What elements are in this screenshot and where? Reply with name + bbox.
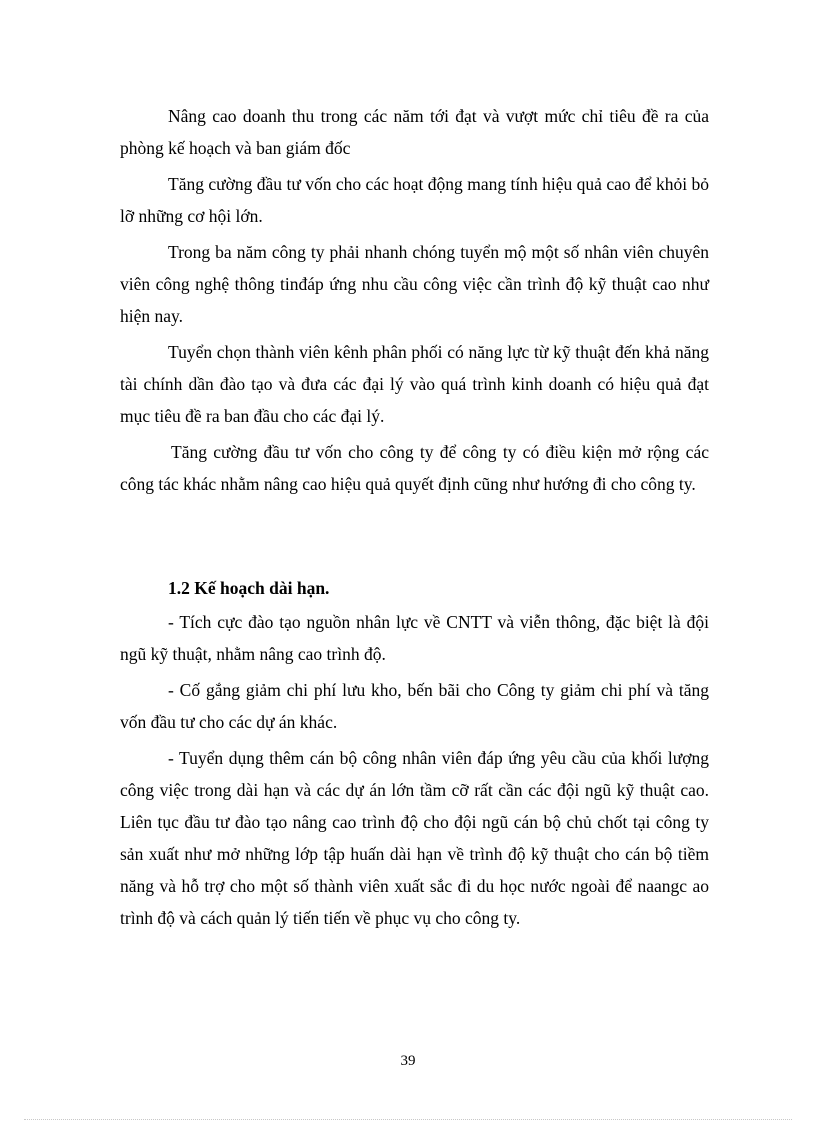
paragraph-distribution-channel: Tuyển chọn thành viên kênh phân phối có năng lực từ kỹ thuật đến khả năng tài chính dần đào tạo và đưa các đại lý vào quá trình kinh doanh có hiệu quả đạt mục tiêu đề ra ban đầu cho các đại lý. bbox=[120, 342, 709, 426]
page-body bbox=[120, 100, 709, 938]
page-number: 39 bbox=[400, 1053, 416, 1069]
section-heading: 1.2 Kế hoạch dài hạn. bbox=[168, 578, 330, 598]
page-bottom-border bbox=[24, 1119, 792, 1120]
paragraph-company-investment: Tăng cường đầu tư vốn cho công ty để công ty có điều kiện mở rộng các công tác khác nhằm nâng cao hiệu quả quyết định cũng như hướng đi cho công ty. bbox=[120, 442, 709, 494]
list-item-hiring: - Tuyển dụng thêm cán bộ công nhân viên đáp ứng yêu cầu của khối lượng công việc trong dài hạn và các dự án lớn tầm cỡ rất cần các đội ngũ kỹ thuật cao. Liên tục đầu tư đào tạo nâng cao trình độ cho đội ngũ cán bộ chủ chốt tại công ty sản xuất như mở những lớp tập huấn dài hạn về trình độ kỹ thuật cho cán bộ tiềm năng và hỗ trợ cho một số thành viên xuất sắc đi du học nước ngoài để naangc ao trình độ và cách quản lý tiến tiến về phục vụ cho công ty. bbox=[120, 748, 709, 928]
paragraph-recruitment: Trong ba năm công ty phải nhanh chóng tuyển mộ một số nhân viên chuyên viên công nghệ thông tinđáp ứng nhu cầu công việc cần trình độ kỹ thuật cao như hiện nay. bbox=[120, 242, 709, 326]
list-item-training: - Tích cực đào tạo nguồn nhân lực về CNTT và viễn thông, đặc biệt là đội ngũ kỹ thuật, nhằm nâng cao trình độ. bbox=[120, 612, 709, 664]
paragraph-revenue-goal: Nâng cao doanh thu trong các năm tới đạt và vượt mức chỉ tiêu đề ra của phòng kế hoạch và ban giám đốc bbox=[120, 106, 709, 158]
list-item-cost-reduction: - Cố gắng giảm chi phí lưu kho, bến bãi cho Công ty giảm chi phí và tăng vốn đầu tư cho các dự án khác. bbox=[120, 680, 709, 732]
paragraph-investment: Tăng cường đầu tư vốn cho các hoạt động mang tính hiệu quả cao để khỏi bỏ lỡ những cơ hội lớn. bbox=[120, 174, 709, 226]
